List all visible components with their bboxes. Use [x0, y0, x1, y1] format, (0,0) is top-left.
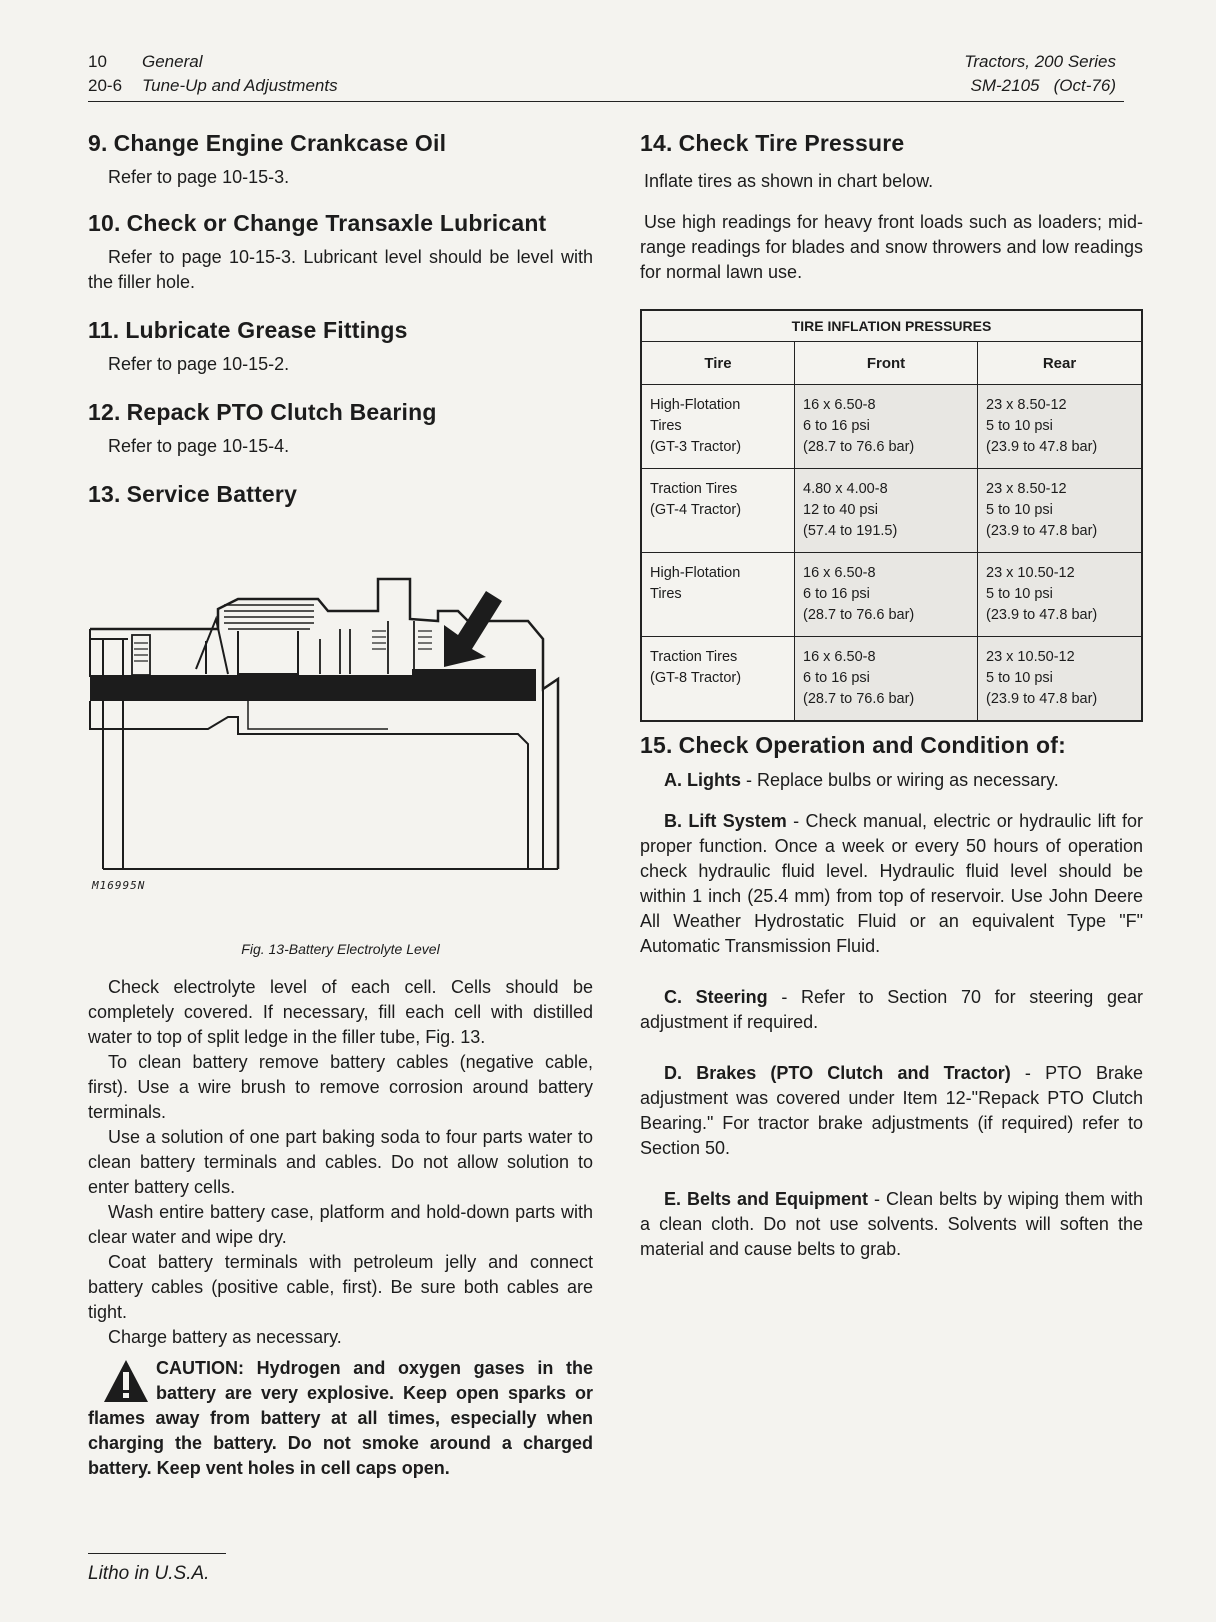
front-cell: 4.80 x 4.00-8 12 to 40 psi (57.4 to 191.5): [795, 469, 978, 553]
footer-rule: [88, 1553, 226, 1554]
level-arrow-icon: [444, 591, 502, 667]
table-row: [641, 385, 1142, 469]
column-header-tire: Tire: [641, 342, 795, 385]
section-11-heading: 11. Lubricate Grease Fittings: [88, 317, 408, 343]
section-14-intro: Inflate tires as shown in chart below.: [644, 171, 934, 191]
rear-cell: 23 x 8.50-12 5 to 10 psi (23.9 to 47.8 bar): [978, 385, 1143, 469]
header-rule: [88, 101, 1124, 102]
check-item-lights: A. Lights - Replace bulbs or wiring as necessary.: [664, 770, 1059, 790]
section-13-heading: 13. Service Battery: [88, 481, 298, 507]
section-14-usage: Use high readings for heavy front loads such as loaders; mid-range readings for blades and snow throwers and low readings for normal lawn use.: [640, 212, 1143, 282]
tire-cell: High-Flotation Tires: [641, 553, 795, 637]
subsection-title: Tune-Up and Adjustments: [142, 76, 338, 95]
battery-paragraph: To clean battery remove battery cables (negative cable, first). Use a wire brush to remove corrosion around battery terminals.: [88, 1052, 593, 1122]
battery-paragraph: Use a solution of one part baking soda to four parts water to clean battery terminals and cables. Do not allow solution to enter battery cells.: [88, 1127, 593, 1197]
section-10-heading: 10. Check or Change Transaxle Lubricant: [88, 210, 547, 236]
running-header-right: [964, 50, 1116, 98]
section-10-text: Refer to page 10-15-3. Lubricant level should be level with the filler hole.: [88, 247, 593, 292]
section-number: 10: [88, 52, 107, 71]
subsection-number: 20-6: [88, 76, 123, 95]
caution-warning-icon: [102, 1358, 150, 1404]
right-column: [640, 128, 1143, 1262]
battery-paragraph: Check electrolyte level of each cell. Cells should be completely covered. If necessary, fill each cell with distilled water to top of split ledge in the filler tube, Fig. 13.: [88, 977, 593, 1047]
front-cell: 16 x 6.50-8 6 to 16 psi (28.7 to 76.6 bar): [795, 553, 978, 637]
tire-pressure-table: [640, 309, 1143, 722]
section-12-heading: 12. Repack PTO Clutch Bearing: [88, 399, 437, 425]
rear-cell: 23 x 8.50-12 5 to 10 psi (23.9 to 47.8 bar): [978, 469, 1143, 553]
section-15-heading: 15. Check Operation and Condition of:: [640, 732, 1066, 758]
battery-cross-section-drawing: [88, 539, 593, 929]
section-9-heading: 9. Change Engine Crankcase Oil: [88, 130, 447, 156]
caution-text: CAUTION: Hydrogen and oxygen gases in the battery are very explosive. Keep open sparks or flames away from battery at all times, especially when charging the battery. Do not smoke around a charged battery. Keep vent holes in cell caps open.: [88, 1358, 593, 1478]
manual-code: SM-2105 (Oct-76): [970, 76, 1116, 95]
front-cell: 16 x 6.50-8 6 to 16 psi (28.7 to 76.6 bar): [795, 637, 978, 722]
tire-cell: High-Flotation Tires (GT-3 Tractor): [641, 385, 795, 469]
front-cell: 16 x 6.50-8 6 to 16 psi (28.7 to 76.6 bar): [795, 385, 978, 469]
footer-litho: Litho in U.S.A.: [88, 1563, 210, 1584]
figure-id: M16995N: [92, 879, 146, 892]
check-item-brakes: D. Brakes (PTO Clutch and Tractor) - PTO Brake adjustment was covered under Item 12-"Repack PTO Clutch Bearing." For tractor brake adjustments (if required) refer to Section 50.: [640, 1063, 1143, 1158]
column-header-front: Front: [795, 342, 978, 385]
table-row: [641, 637, 1142, 722]
table-row: [641, 469, 1142, 553]
caution-block: [88, 1356, 593, 1481]
section-title: General: [142, 52, 203, 71]
battery-paragraph: Wash entire battery case, platform and hold-down parts with clear water and wipe dry.: [88, 1202, 593, 1247]
check-item-belts: E. Belts and Equipment - Clean belts by wiping them with a clean cloth. Do not use solvents. Solvents will soften the material and cause belts to grab.: [640, 1189, 1143, 1259]
column-header-rear: Rear: [978, 342, 1143, 385]
battery-electrolyte-figure: [88, 539, 593, 929]
battery-paragraph: Coat battery terminals with petroleum jelly and connect battery cables (positive cable, first). Be sure both cables are tight.: [88, 1252, 593, 1322]
rear-cell: 23 x 10.50-12 5 to 10 psi (23.9 to 47.8 bar): [978, 553, 1143, 637]
section-14-heading: 14. Check Tire Pressure: [640, 130, 905, 156]
figure-caption: Fig. 13-Battery Electrolyte Level: [241, 941, 440, 957]
running-header-left: [88, 50, 338, 98]
battery-paragraph: Charge battery as necessary.: [108, 1327, 342, 1347]
table-caption: TIRE INFLATION PRESSURES: [641, 310, 1142, 342]
section-11-text: Refer to page 10-15-2.: [108, 354, 290, 374]
tire-cell: Traction Tires (GT-8 Tractor): [641, 637, 795, 722]
rear-cell: 23 x 10.50-12 5 to 10 psi (23.9 to 47.8 bar): [978, 637, 1143, 722]
section-9-text: Refer to page 10-15-3.: [108, 167, 290, 187]
section-12-text: Refer to page 10-15-4.: [108, 436, 290, 456]
table-row: [641, 553, 1142, 637]
tire-cell: Traction Tires (GT-4 Tractor): [641, 469, 795, 553]
check-item-steering: C. Steering - Refer to Section 70 for steering gear adjustment if required.: [640, 987, 1143, 1032]
check-item-lift-system: B. Lift System - Check manual, electric or hydraulic lift for proper function. Once a week or every 50 hours of operation check hydraulic fluid level. Hydraulic fluid level should be within 1 inch (25.4 mm) from top of reservoir. Use John Deere All Weather Hydrostatic Fluid or an equivalent Type "F" Automatic Transmission Fluid.: [640, 811, 1143, 956]
manual-title: Tractors, 200 Series: [964, 52, 1116, 71]
left-column: [88, 128, 593, 1481]
